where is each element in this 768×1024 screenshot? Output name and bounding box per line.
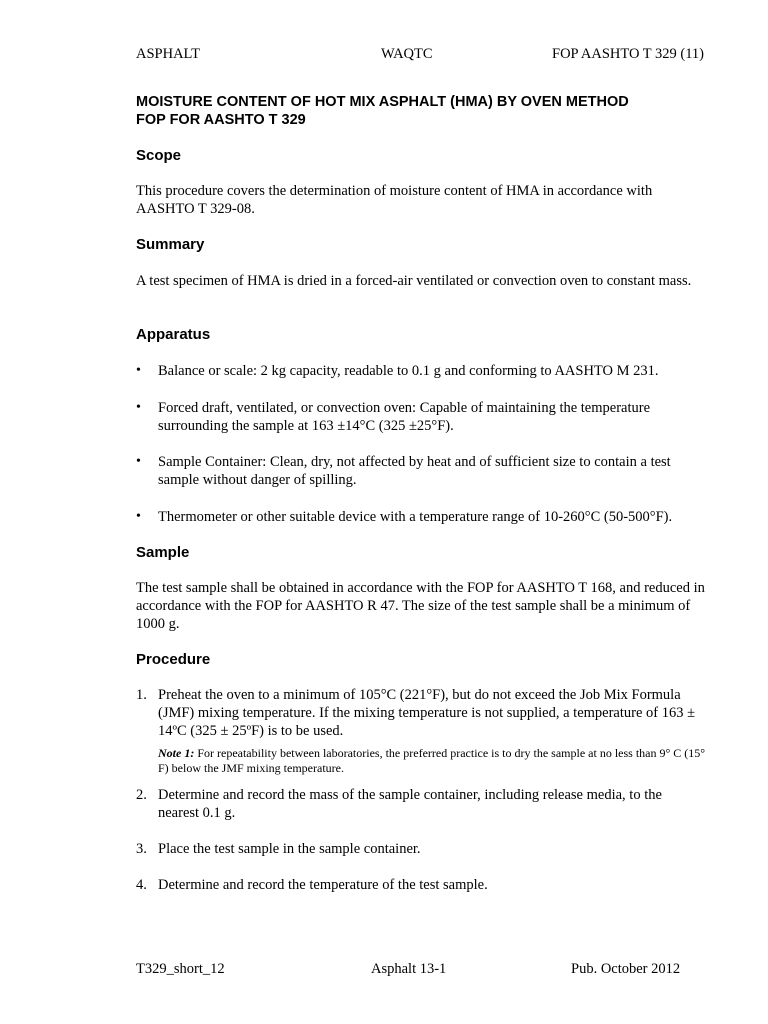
footer-right: Pub. October 2012 <box>571 961 681 977</box>
header-center: WAQTC <box>381 46 433 62</box>
summary-heading: Summary <box>136 236 205 253</box>
bullet-icon: • <box>136 509 141 524</box>
bullet-icon: • <box>136 363 141 378</box>
procedure-note <box>158 746 706 776</box>
step-number: 2. <box>136 787 147 803</box>
step-text: Determine and record the mass of the sample container, including release media, to the nearest 0.1 g. <box>158 787 662 821</box>
bullet-icon: • <box>136 400 141 415</box>
note-text: For repeatability between laboratories, the preferred practice is to dry the sample at no less than 9° C (15° F) below the JMF mixing temperature. <box>158 746 706 775</box>
title-line-2: FOP FOR AASHTO T 329 <box>136 112 306 128</box>
procedure-heading: Procedure <box>136 651 211 668</box>
apparatus-item-text: Sample Container: Clean, dry, not affected by heat and of sufficient size to contain a test sample without danger of spilling. <box>158 454 671 488</box>
step-number: 3. <box>136 841 147 857</box>
summary-text: A test specimen of HMA is dried in a forced-air ventilated or convection oven to constant mass. <box>136 273 692 289</box>
apparatus-item-text: Thermometer or other suitable device with a temperature range of 10-260°C (50-500°F). <box>158 509 673 525</box>
footer-left: T329_short_12 <box>136 961 225 977</box>
step-number: 1. <box>136 687 147 703</box>
title-line-1: MOISTURE CONTENT OF HOT MIX ASPHALT (HMA) BY OVEN METHOD <box>136 94 629 110</box>
step-text: Place the test sample in the sample container. <box>158 841 421 857</box>
sample-text: The test sample shall be obtained in accordance with the FOP for AASHTO T 168, and reduced in accordance with the FOP for AASHTO R 47. The size of the test sample shall be a minimum of 1000 g. <box>136 580 705 632</box>
document-title <box>136 93 629 129</box>
header-left: ASPHALT <box>136 46 200 62</box>
note-label: Note 1: <box>158 746 195 760</box>
apparatus-item-text: Forced draft, ventilated, or convection oven: Capable of maintaining the temperature surrounding the sample at 163 ±14°C (325 ±25°F). <box>158 400 651 434</box>
header-right: FOP AASHTO T 329 (11) <box>552 46 705 62</box>
step-text: Determine and record the temperature of the test sample. <box>158 877 488 893</box>
scope-heading: Scope <box>136 147 182 164</box>
sample-heading: Sample <box>136 544 190 561</box>
bullet-icon: • <box>136 454 141 469</box>
apparatus-item-text: Balance or scale: 2 kg capacity, readable to 0.1 g and conforming to AASHTO M 231. <box>158 363 659 379</box>
footer-center: Asphalt 13-1 <box>371 961 447 977</box>
apparatus-heading: Apparatus <box>136 326 211 343</box>
step-text: Preheat the oven to a minimum of 105°C (221°F), but do not exceed the Job Mix Formula (JMF) mixing temperature. If the mixing temperature is not supplied, a temperature of 163 ± 14ºC (325 ± 25ºF) is to be used. <box>158 687 696 739</box>
scope-text: This procedure covers the determination of moisture content of HMA in accordance with AASHTO T 329-08. <box>136 183 653 217</box>
step-number: 4. <box>136 877 147 893</box>
